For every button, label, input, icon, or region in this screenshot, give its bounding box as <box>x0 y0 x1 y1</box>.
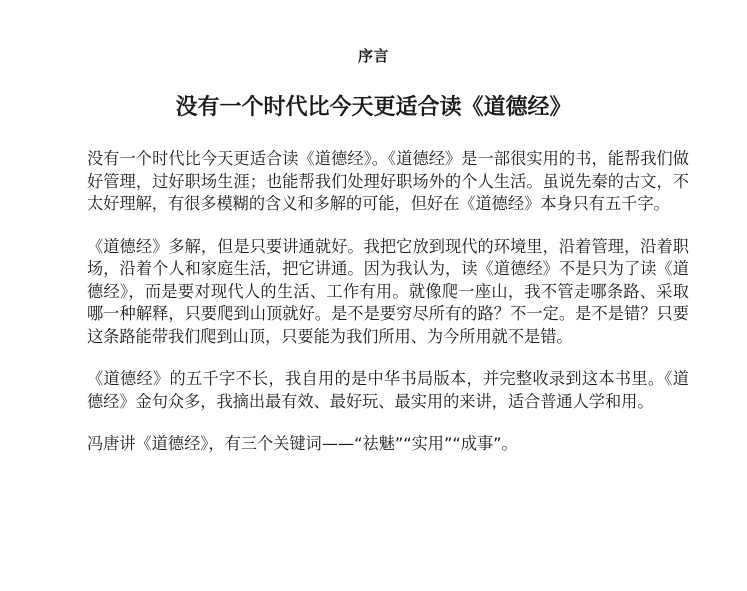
paragraph-2: 《道德经》多解，但是只要讲通就好。我把它放到现代的环境里，沿着管理，沿着职场，沿着个人和家庭生活，把它讲通。因为我认为，读《道德经》不是只为了读《道德经》，而是要对现代人的生活、工作有用。就像爬一座山，我不管走哪条路、采取哪一种解释，只要爬到山顶就好。是不是要穷尽所有的路？不一定。是不是错？只要这条路能带我们爬到山顶，只要能为我们所用、为今所用就不是错。 <box>87 236 689 346</box>
section-label: 序言 <box>357 47 389 65</box>
chapter-title: 没有一个时代比今天更适合读《道德经》 <box>175 95 572 120</box>
paragraph-3: 《道德经》的五千字不长，我自用的是中华书局版本，并完整收录到这本书里。《道德经》金句众多，我摘出最有效、最好玩、最实用的来讲，适合普通人学和用。 <box>87 369 689 411</box>
body-text <box>87 148 689 476</box>
paragraph-4: 冯唐讲《道德经》，有三个关键词——“祛魅”“实用”“成事”。 <box>87 434 518 453</box>
paragraph-1: 没有一个时代比今天更适合读《道德经》。《道德经》是一部很实用的书，能帮我们做好管理，过好职场生涯；也能帮我们处理好职场外的个人生活。虽说先秦的古文，不太好理解，有很多模糊的含义和多解的可能，但好在《道德经》本身只有五千字。 <box>87 149 689 213</box>
